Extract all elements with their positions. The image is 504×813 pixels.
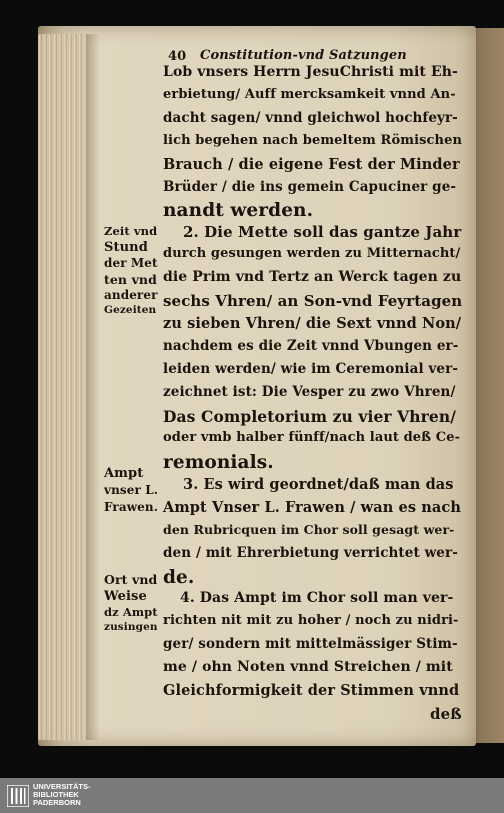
body-line: me / ohn Noten vnnd Streichen / mit (163, 659, 453, 675)
catchword: deß (430, 705, 462, 723)
library-name (33, 783, 91, 808)
running-title: Constitution-vnd Satzungen (200, 48, 407, 63)
margin-note-line: zusingen (104, 621, 158, 633)
body-line: durch gesungen werden zu Mitternacht/ (163, 246, 461, 261)
body-line: den / mit Ehrerbietung verrichtet wer- (163, 545, 458, 561)
margin-note-line: Gezeiten (104, 304, 157, 316)
body-line: nandt werden. (163, 200, 314, 221)
body-line: zeichnet ist: Die Vesper zu zwo Vhren/ (163, 384, 456, 400)
body-line: dacht sagen/ vnnd gleichwol hochfeyr- (163, 110, 458, 126)
body-line: de. (163, 567, 195, 588)
margin-note-line: Frawen. (104, 500, 158, 514)
body-line: remonials. (163, 452, 274, 473)
body-line: die Prim vnd Tertz an Werck tagen zu (163, 269, 462, 285)
margin-note-line: Stund (104, 240, 148, 255)
margin-note-line: Ampt (104, 466, 144, 481)
body-line: sechs Vhren/ an Son-vnd Feyrtagen (163, 292, 463, 310)
page-fore-edges (38, 34, 86, 740)
body-line: Ampt Vnser L. Frawen / wan es nach (163, 499, 461, 516)
body-line: zu sieben Vhren/ die Sext vnnd Non/ (163, 315, 462, 332)
library-name-line: UNIVERSITÄTS- (33, 782, 91, 791)
body-line: 2. Die Mette soll das gantze Jahr (183, 223, 462, 241)
page-number: 40 (168, 49, 187, 64)
body-line: Gleichformigkeit der Stimmen vnnd (163, 682, 460, 699)
library-name-line: BIBLIOTHEK (33, 790, 79, 800)
body-line: leiden werden/ wie im Ceremonial ver- (163, 361, 459, 377)
body-line: lich begehen nach bemeltem Römischen (163, 133, 463, 148)
body-line: Brüder / die ins gemein Capuciner ge- (163, 179, 457, 195)
margin-note-line: dz Ampt (104, 605, 158, 619)
library-name-line: PADERBORN (33, 798, 81, 808)
body-line: Lob vnsers Herrn JesuChristi mit Eh- (163, 64, 458, 80)
body-line: Brauch / die eigene Fest der Minder (163, 156, 460, 173)
body-line: Das Completorium zu vier Vhren/ (163, 407, 457, 426)
margin-note-line: anderer (104, 288, 158, 302)
body-line: richten nit mit zu hoher / noch zu nidri- (163, 613, 459, 628)
margin-note-line: ten vnd (104, 272, 157, 287)
body-line: 3. Es wird geordnet/daß man das (183, 476, 454, 493)
body-line: oder vmb halber fünff/nach laut deß Ce- (163, 430, 461, 445)
library-logo-icon (7, 785, 29, 807)
margin-note-line: Weise (104, 589, 147, 604)
margin-note-line: der Met (104, 256, 158, 270)
margin-note-line: vnser L. (104, 483, 159, 497)
body-line: ger/ sondern mit mittelmässiger Stim- (163, 636, 458, 652)
body-line: den Rubricquen im Chor soll gesagt wer- (163, 522, 455, 537)
margin-note-line: Ort vnd (104, 572, 158, 587)
body-line: erbietung/ Auff mercksamkeit vnnd An- (163, 87, 456, 102)
margin-note-line: Zeit vnd (104, 224, 158, 238)
body-line: 4. Das Ampt im Chor soll man ver- (180, 590, 454, 606)
page-gutter-shadow (86, 34, 100, 740)
body-line: nachdem es die Zeit vnnd Vbungen er- (163, 338, 459, 354)
